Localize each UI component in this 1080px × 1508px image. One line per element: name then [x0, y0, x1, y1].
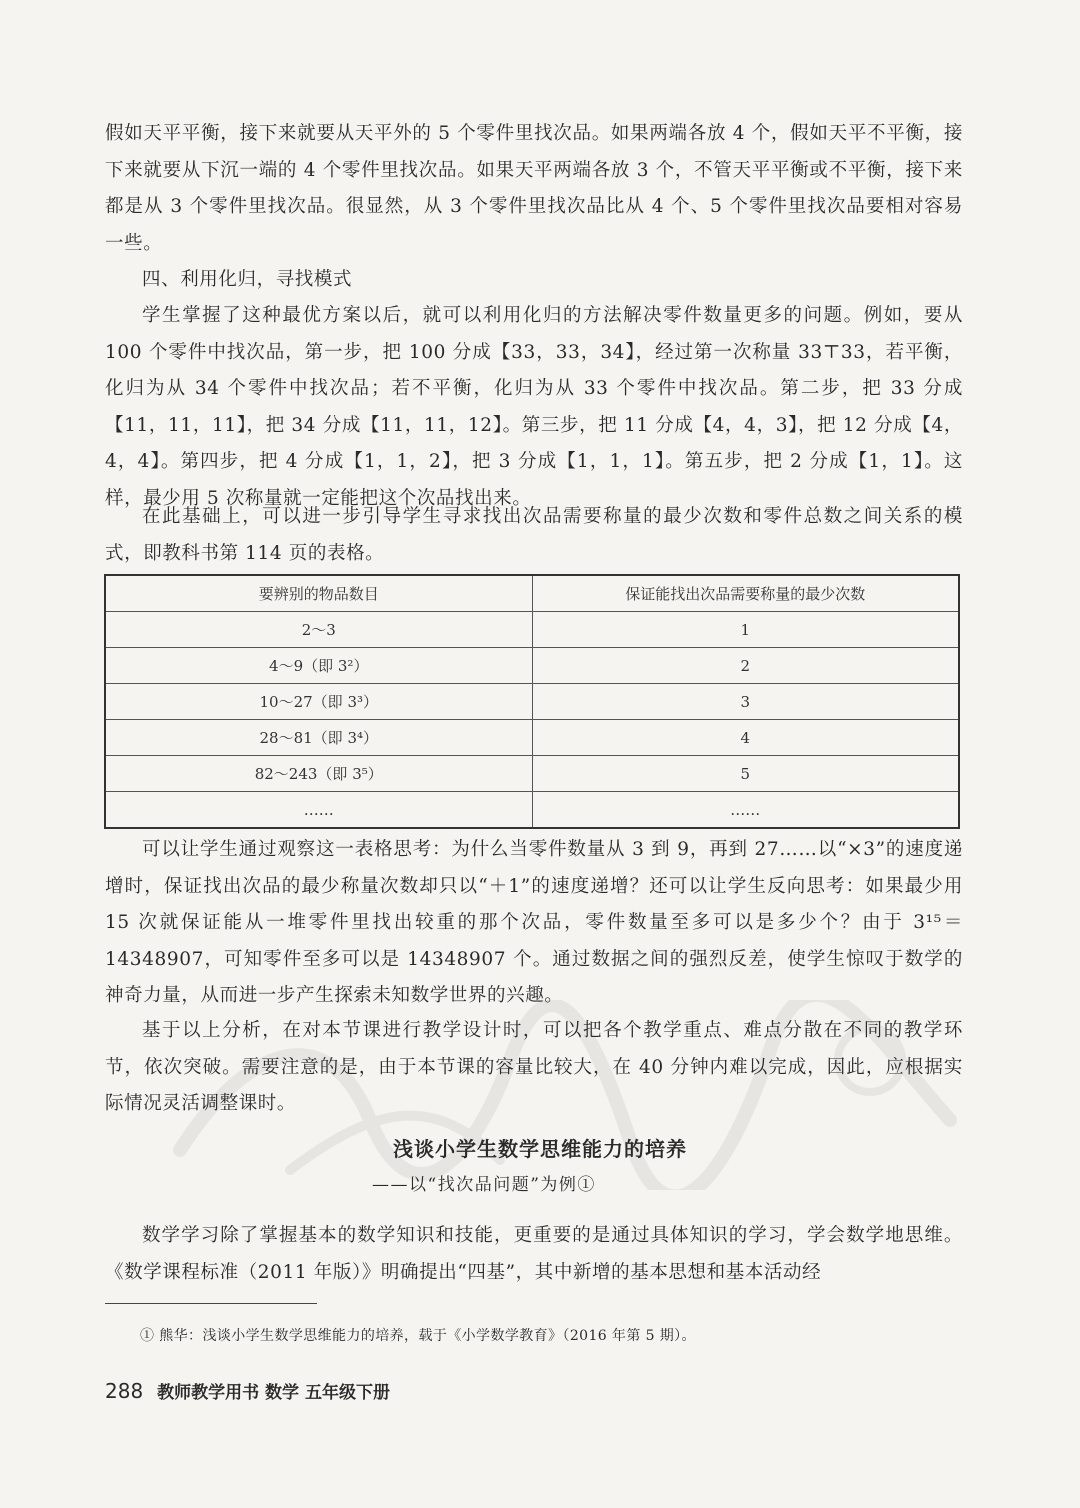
paragraph-balance: 假如天平平衡，接下来就要从天平外的 5 个零件里找次品。如果两端各放 4 个，假如天平不平衡，接下来就要从下沉一端的 4 个零件里找次品。如果天平两端各放 3 个，不管天平平衡或不平衡，接下来都是从 3 个零件里找次品。很显然，从 3 个零件里找次品比从 4 个、5 个零件里找次品要相对容易一些。 [105, 123, 963, 254]
paragraph-pattern: 在此基础上，可以进一步引导学生寻求找出次品需要称量的最少次数和零件总数之间关系的模式，即教科书第 114 页的表格。 [105, 506, 963, 564]
table-cell-items: …… [105, 792, 532, 829]
table-cell-items: 2～3 [105, 612, 532, 648]
table-row [105, 612, 959, 648]
table-row [105, 756, 959, 792]
table-cell-weighings: 1 [532, 612, 959, 648]
footnote-divider [105, 1303, 317, 1304]
paragraph-analysis: 基于以上分析，在对本节课进行教学设计时，可以把各个教学重点、难点分散在不同的教学环节，依次突破。需要注意的是，由于本节课的容量比较大，在 40 分钟内难以完成，因此，应根据实际情况灵活调整课时。 [105, 1020, 963, 1114]
table-cell-weighings: 2 [532, 648, 959, 684]
table-cell-items: 82～243（即 3⁵） [105, 756, 532, 792]
article-title: 浅谈小学生数学思维能力的培养 [393, 1137, 687, 1161]
page-footer [105, 1378, 390, 1403]
table-header-weighings: 保证能找出次品需要称量的最少次数 [532, 575, 959, 612]
table-cell-items: 4～9（即 3²） [105, 648, 532, 684]
paragraph-intro: 数学学习除了掌握基本的数学知识和技能，更重要的是通过具体知识的学习，学会数学地思维。《数学课程标准（2011 年版）》明确提出“四基”，其中新增的基本思想和基本活动经 [105, 1225, 963, 1283]
table-header-row [105, 575, 959, 612]
table-cell-weighings: 3 [532, 684, 959, 720]
weighing-table [104, 574, 960, 829]
table-cell-items: 28～81（即 3⁴） [105, 720, 532, 756]
table-cell-weighings: …… [532, 792, 959, 829]
page-number: 288 [105, 1379, 144, 1403]
table-cell-weighings: 4 [532, 720, 959, 756]
section-heading-4: 四、利用化归，寻找模式 [142, 269, 353, 290]
paragraph-reduction: 学生掌握了这种最优方案以后，就可以利用化归的方法解决零件数量更多的问题。例如，要从 100 个零件中找次品，第一步，把 100 分成【33，33，34】，经过第一次称量 33⊤33，若平衡，化归为从 34 个零件中找次品；若不平衡，化归为从 33 个零件中找次品。第二步，把 33 分成【11，11，11】，把 34 分成【11，11，12】。第三步，把 11 分成【4，4，3】，把 12 分成【4，4，4】。第四步，把 4 分成【1，1，2】，把 3 分成【1，1，1】。第五步，把 2 分成【1，1】。这样，最少用 5 次称量就一定能把这个次品找出来。 [105, 305, 963, 509]
table-header-items: 要辨别的物品数目 [105, 575, 532, 612]
table-row [105, 792, 959, 829]
table-row [105, 684, 959, 720]
table-row [105, 648, 959, 684]
footnote: ① 熊华：浅谈小学生数学思维能力的培养，载于《小学数学教育》（2016 年第 5 期）。 [140, 1328, 696, 1344]
table-row [105, 720, 959, 756]
article-subtitle: ——以“找次品问题”为例① [372, 1175, 596, 1195]
book-title: 教师教学用书 数学 五年级下册 [157, 1383, 390, 1403]
paragraph-observation: 可以让学生通过观察这一表格思考：为什么当零件数量从 3 到 9，再到 27……以“×3”的速度递增时，保证找出次品的最少称量次数却只以“＋1”的速度递增？还可以让学生反向思考：如果最少用 15 次就保证能从一堆零件里找出较重的那个次品，零件数量至多可以是多少个？由于 3¹⁵＝14348907，可知零件至多可以是 14348907 个。通过数据之间的强烈反差，使学生惊叹于数学的神奇力量，从而进一步产生探索未知数学世界的兴趣。 [105, 839, 963, 1006]
table-cell-weighings: 5 [532, 756, 959, 792]
table-cell-items: 10～27（即 3³） [105, 684, 532, 720]
